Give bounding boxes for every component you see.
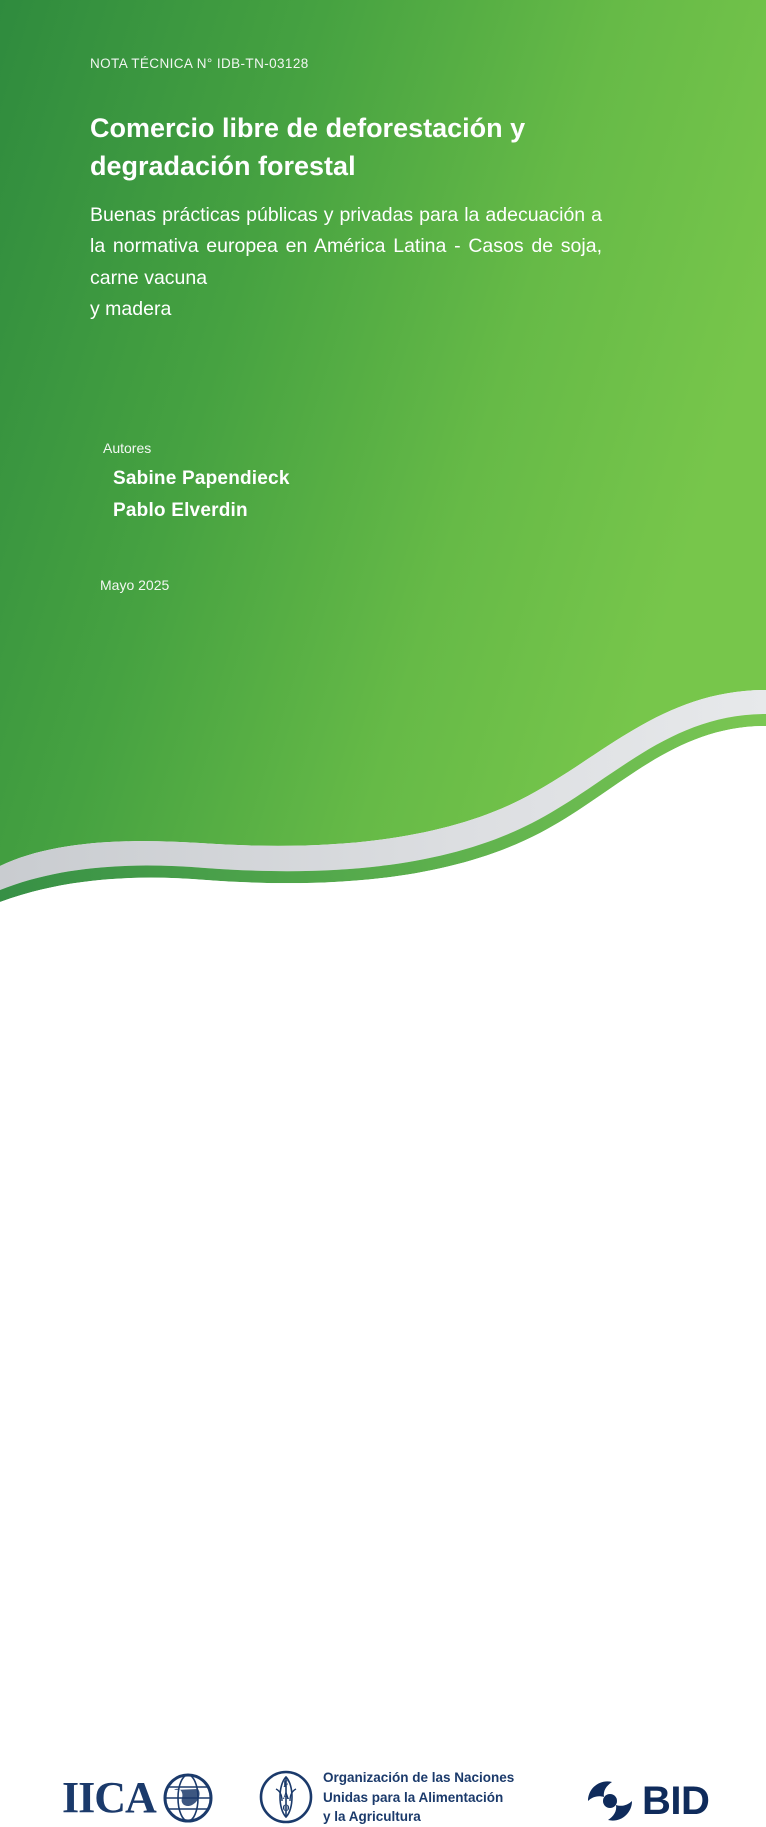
subtitle-line-3: América Latina - Casos de soja, carne vacuna xyxy=(90,235,602,289)
svg-text:O: O xyxy=(282,1803,290,1814)
document-number: NOTA TÉCNICA N° IDB-TN-03128 xyxy=(90,56,309,71)
footer-logos xyxy=(0,870,766,1825)
author-name: Pablo Elverdin xyxy=(113,500,248,521)
fao-emblem-icon xyxy=(258,1769,314,1825)
fao-text-line-1: Organización de las Naciones xyxy=(323,1770,515,1785)
publication-date: Mayo 2025 xyxy=(100,577,170,593)
authors-label: Autores xyxy=(103,440,152,456)
iica-logo xyxy=(62,1772,216,1824)
page-subtitle xyxy=(90,200,602,326)
fao-text-line-2: Unidas para la Alimentación xyxy=(323,1789,504,1805)
authors-block xyxy=(103,440,290,532)
svg-text:F: F xyxy=(283,1779,289,1790)
iica-logo-text: IICA xyxy=(62,1773,156,1822)
title-line-1: Comercio libre de deforestación y xyxy=(90,113,526,143)
bid-logo xyxy=(584,1778,709,1824)
cover-text-block xyxy=(90,56,602,326)
bid-mark-icon xyxy=(584,1778,636,1824)
author-name: Sabine Papendieck xyxy=(113,468,290,489)
subtitle-line-1: Buenas prácticas públicas y privadas para la xyxy=(90,203,480,226)
title-line-2: degradación forestal xyxy=(90,151,356,182)
fao-text-line-3: y la Agricultura xyxy=(323,1809,421,1825)
bid-logo-text: BID xyxy=(642,1779,710,1823)
subtitle-line-4: y madera xyxy=(90,298,172,321)
page-title xyxy=(90,109,602,186)
subtitle-line-2: adecuación a la normativa europea en xyxy=(90,203,602,258)
iica-globe-icon xyxy=(160,1772,216,1824)
fao-logo-text xyxy=(323,1768,514,1827)
fao-logo xyxy=(258,1768,514,1827)
svg-text:A: A xyxy=(282,1791,290,1802)
